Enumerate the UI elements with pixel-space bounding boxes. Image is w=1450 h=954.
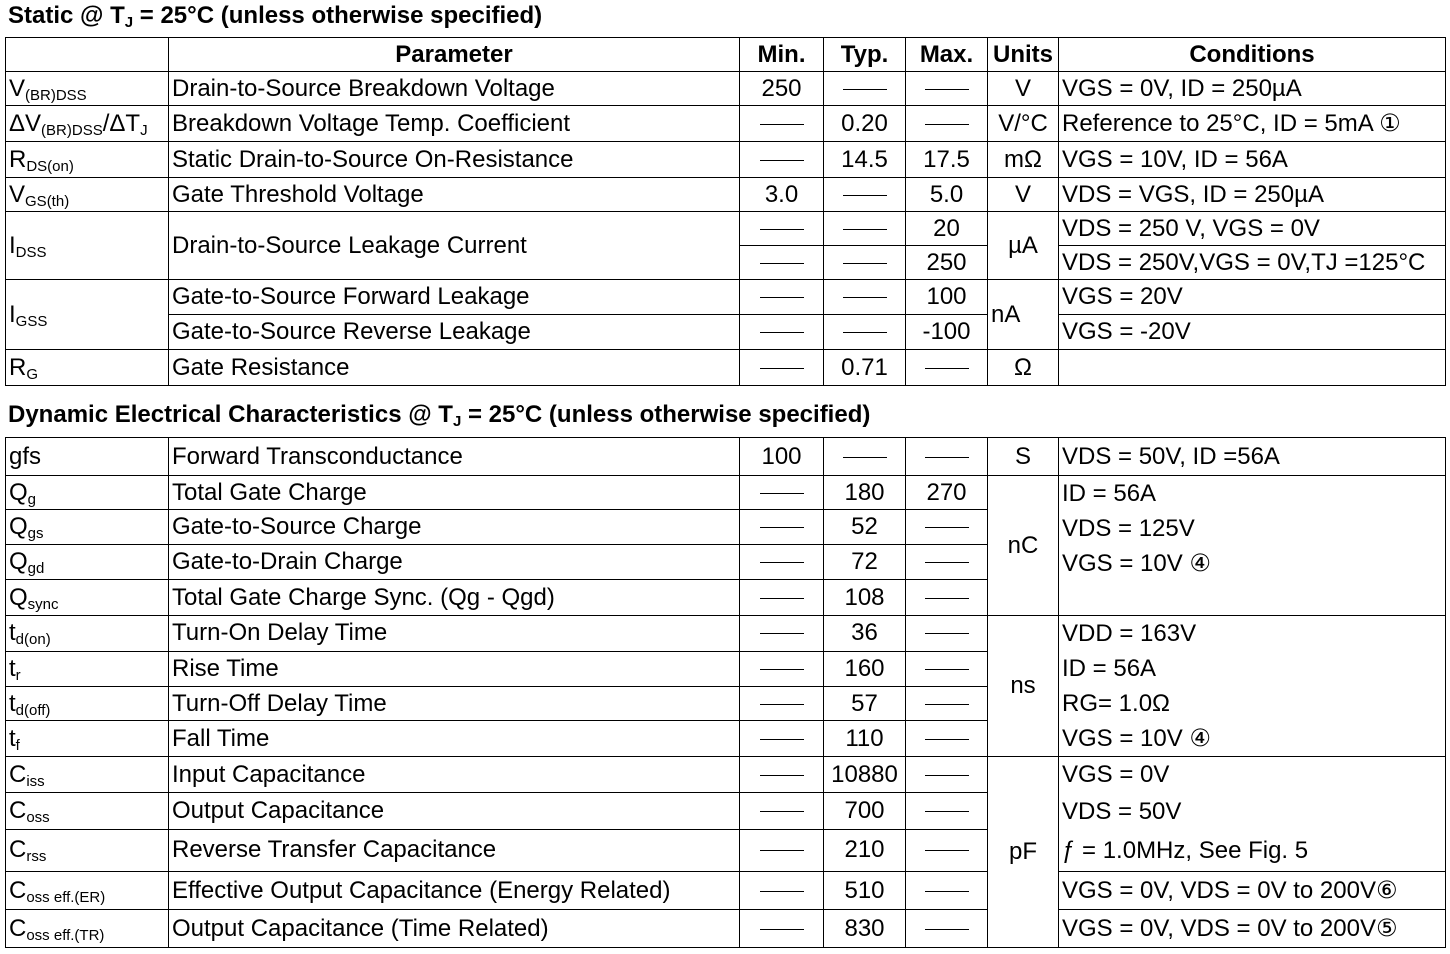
units-cell: nA xyxy=(988,280,1059,350)
dash-mark xyxy=(760,811,804,812)
symbol-text: R xyxy=(9,353,27,381)
min-cell xyxy=(740,476,824,510)
symbol-subscript: GSS xyxy=(15,312,48,330)
dash-mark xyxy=(843,195,887,196)
symbol-cell xyxy=(6,616,169,652)
symbol-text: R xyxy=(9,145,27,173)
symbol-subscript: g xyxy=(27,490,37,508)
symbol-subscript: d(on) xyxy=(15,631,51,649)
min-cell xyxy=(740,757,824,793)
symbol-cell xyxy=(6,510,169,545)
symbol-subscript: gd xyxy=(27,560,45,577)
header-max: Max. xyxy=(906,38,988,72)
header-typ: Typ. xyxy=(824,38,906,72)
symbol-text: t xyxy=(9,619,16,647)
parameter-cell: Input Capacitance xyxy=(169,757,740,793)
conditions-cell xyxy=(1059,616,1446,757)
symbol-subscript: d(off) xyxy=(15,701,51,719)
min-cell xyxy=(740,580,824,616)
parameter-cell: Turn-Off Delay Time xyxy=(169,687,740,721)
symbol-cell xyxy=(6,142,169,178)
table-row xyxy=(6,315,1446,350)
units-cell: µA xyxy=(988,212,1059,280)
typ-cell: 57 xyxy=(824,687,906,721)
max-cell: 20 xyxy=(906,212,988,246)
symbol-cell xyxy=(6,580,169,616)
table-row xyxy=(6,142,1446,178)
dash-mark xyxy=(760,633,804,634)
dash-mark xyxy=(843,89,887,90)
conditions-cell xyxy=(1059,350,1446,386)
typ-cell: 72 xyxy=(824,545,906,580)
max-cell xyxy=(906,616,988,652)
dash-mark xyxy=(925,850,969,851)
max-cell: 270 xyxy=(906,476,988,510)
table-row xyxy=(6,350,1446,386)
max-cell xyxy=(906,106,988,142)
dash-mark xyxy=(760,124,804,125)
min-cell: 100 xyxy=(740,438,824,476)
min-cell xyxy=(740,829,824,871)
dash-mark xyxy=(760,891,804,892)
min-cell xyxy=(740,910,824,948)
dash-mark xyxy=(925,124,969,125)
units-cell: nC xyxy=(988,476,1059,616)
symbol-subscript: iss xyxy=(26,772,45,790)
units-cell: pF xyxy=(988,757,1059,948)
symbol-subscript: sync xyxy=(27,595,59,613)
symbol-cell xyxy=(6,651,169,687)
min-cell xyxy=(740,687,824,721)
symbol-cell xyxy=(6,910,169,948)
condition-line: VGS = 0V xyxy=(1062,761,1170,788)
table-row xyxy=(6,476,1446,510)
typ-cell: 108 xyxy=(824,580,906,616)
dash-mark xyxy=(760,850,804,851)
conditions-cell: Reference to 25°C, ID = 5mA ① xyxy=(1059,106,1446,142)
dash-mark xyxy=(760,527,804,528)
symbol-text: I xyxy=(9,300,16,328)
typ-cell: 52 xyxy=(824,510,906,545)
units-cell: V/°C xyxy=(988,106,1059,142)
max-cell xyxy=(906,651,988,687)
max-cell: 100 xyxy=(906,280,988,315)
parameter-cell: Gate-to-Source Charge xyxy=(169,510,740,545)
parameter-cell: Gate Threshold Voltage xyxy=(169,178,740,212)
conditions-cell: VGS = 10V, ID = 56A xyxy=(1059,142,1446,178)
table-row xyxy=(6,616,1446,652)
dash-mark xyxy=(925,527,969,528)
parameter-cell: Breakdown Voltage Temp. Coefficient xyxy=(169,106,740,142)
dash-mark xyxy=(925,739,969,740)
dash-mark xyxy=(925,562,969,563)
dash-mark xyxy=(760,160,804,161)
symbol-subscript: DS(on) xyxy=(26,157,74,175)
symbol-cell xyxy=(6,280,169,350)
symbol-text: C xyxy=(9,796,27,824)
conditions-cell: VDS = 50V, ID =56A xyxy=(1059,438,1446,476)
condition-line: VDS = 50V xyxy=(1062,798,1182,825)
conditions-cell: VGS = 0V, VDS = 0V to 200V⑤ xyxy=(1059,910,1446,948)
typ-cell: 700 xyxy=(824,793,906,829)
dash-mark xyxy=(760,368,804,369)
dash-mark xyxy=(760,704,804,705)
symbol-text: t xyxy=(9,724,16,752)
dash-mark xyxy=(843,229,887,230)
symbol-text: I xyxy=(9,231,16,259)
max-cell xyxy=(906,545,988,580)
typ-cell xyxy=(824,72,906,106)
typ-cell: 510 xyxy=(824,872,906,910)
symbol-subscript: r xyxy=(15,666,21,684)
typ-cell xyxy=(824,212,906,246)
dash-mark xyxy=(760,929,804,930)
parameter-cell: Rise Time xyxy=(169,651,740,687)
symbol-text: C xyxy=(9,836,27,864)
parameter-cell: Gate Resistance xyxy=(169,350,740,386)
min-cell xyxy=(740,872,824,910)
typ-cell: 210 xyxy=(824,829,906,871)
dash-mark xyxy=(925,598,969,599)
parameter-cell: Gate-to-Source Forward Leakage xyxy=(169,280,740,315)
min-cell xyxy=(740,280,824,315)
min-cell xyxy=(740,545,824,580)
symbol-text: C xyxy=(9,876,27,904)
dash-mark xyxy=(843,263,887,264)
dash-mark xyxy=(760,669,804,670)
max-cell xyxy=(906,687,988,721)
min-cell xyxy=(740,616,824,652)
dash-mark xyxy=(925,89,969,90)
units-cell: V xyxy=(988,178,1059,212)
conditions-cell: VDS = 250 V, VGS = 0V xyxy=(1059,212,1446,246)
parameter-cell: Effective Output Capacitance (Energy Related) xyxy=(169,872,740,910)
symbol-subscript: J xyxy=(140,121,148,139)
dash-mark xyxy=(760,775,804,776)
conditions-cell xyxy=(1059,476,1446,616)
max-cell xyxy=(906,721,988,757)
dash-mark xyxy=(925,929,969,930)
header-min: Min. xyxy=(740,38,824,72)
symbol-text: ΔV xyxy=(9,109,42,137)
symbol-subscript: oss xyxy=(26,808,50,826)
conditions-cell: VDS = VGS, ID = 250µA xyxy=(1059,178,1446,212)
parameter-cell: Drain-to-Source Breakdown Voltage xyxy=(169,72,740,106)
max-cell xyxy=(906,510,988,545)
symbol-cell xyxy=(6,106,169,142)
max-cell: -100 xyxy=(906,315,988,350)
symbol-subscript: f xyxy=(15,736,20,754)
parameter-cell: Gate-to-Drain Charge xyxy=(169,545,740,580)
typ-cell xyxy=(824,315,906,350)
table-header-row xyxy=(6,38,1446,72)
parameter-cell: Static Drain-to-Source On-Resistance xyxy=(169,142,740,178)
parameter-cell: Total Gate Charge xyxy=(169,476,740,510)
max-cell xyxy=(906,438,988,476)
table-row xyxy=(6,910,1446,948)
dynamic-characteristics-table xyxy=(5,437,1446,948)
dash-mark xyxy=(925,704,969,705)
table-row xyxy=(6,280,1446,315)
condition-line: VGS = 10V ④ xyxy=(1062,725,1211,752)
symbol-subscript: oss eff.(TR) xyxy=(26,926,105,944)
header-units: Units xyxy=(988,38,1059,72)
symbol-cell xyxy=(6,350,169,386)
symbol-cell xyxy=(6,72,169,106)
max-cell xyxy=(906,910,988,948)
min-cell: 250 xyxy=(740,72,824,106)
condition-line: VDD = 163V xyxy=(1062,620,1197,647)
dash-mark xyxy=(760,263,804,264)
dash-mark xyxy=(925,891,969,892)
symbol-cell xyxy=(6,687,169,721)
typ-cell: 0.71 xyxy=(824,350,906,386)
parameter-cell: Output Capacitance (Time Related) xyxy=(169,910,740,948)
dash-mark xyxy=(760,562,804,563)
max-cell xyxy=(906,350,988,386)
condition-line: RG= 1.0Ω xyxy=(1062,690,1170,717)
max-cell: 250 xyxy=(906,246,988,280)
min-cell xyxy=(740,721,824,757)
dash-mark xyxy=(760,598,804,599)
table-row xyxy=(6,438,1446,476)
min-cell xyxy=(740,651,824,687)
max-cell xyxy=(906,580,988,616)
dynamic-section-title: Dynamic Electrical Characteristics @ $T_J = 25^\circ C$ (unless otherwise specified) xyxy=(8,401,871,430)
dash-mark xyxy=(843,457,887,458)
conditions-cell: VGS = -20V xyxy=(1059,315,1446,350)
dash-mark xyxy=(925,669,969,670)
max-cell xyxy=(906,72,988,106)
typ-cell: 14.5 xyxy=(824,142,906,178)
symbol-text: V xyxy=(9,74,26,102)
static-characteristics-table xyxy=(5,37,1446,386)
dash-mark xyxy=(760,739,804,740)
min-cell xyxy=(740,510,824,545)
dash-mark xyxy=(843,297,887,298)
symbol-cell xyxy=(6,438,169,476)
parameter-cell: Gate-to-Source Reverse Leakage xyxy=(169,315,740,350)
units-cell: ns xyxy=(988,616,1059,757)
condition-line: ID = 56A xyxy=(1062,655,1157,682)
table-row xyxy=(6,178,1446,212)
min-cell: 3.0 xyxy=(740,178,824,212)
dash-mark xyxy=(760,297,804,298)
typ-cell: 180 xyxy=(824,476,906,510)
dash-mark xyxy=(760,493,804,494)
symbol-subscript: (BR)DSS xyxy=(25,86,87,104)
min-cell xyxy=(740,106,824,142)
parameter-cell: Output Capacitance xyxy=(169,793,740,829)
min-cell xyxy=(740,142,824,178)
symbol-subscript: rss xyxy=(26,848,47,866)
symbol-cell xyxy=(6,545,169,580)
symbol-text: C xyxy=(9,760,27,788)
symbol-text: Q xyxy=(9,513,28,540)
symbol-text: Q xyxy=(9,478,28,506)
typ-cell: 36 xyxy=(824,616,906,652)
dash-mark xyxy=(925,811,969,812)
header-parameter: Parameter xyxy=(169,38,740,72)
conditions-cell: VGS = 20V xyxy=(1059,280,1446,315)
symbol-text: V xyxy=(9,180,26,208)
min-cell xyxy=(740,350,824,386)
table-row xyxy=(6,757,1446,793)
symbol-subscript: oss eff.(ER) xyxy=(26,888,106,906)
symbol-text: Q xyxy=(9,583,28,611)
dash-mark xyxy=(760,332,804,333)
typ-cell xyxy=(824,280,906,315)
parameter-cell: Drain-to-Source Leakage Current xyxy=(169,212,740,280)
conditions-cell xyxy=(1059,757,1446,872)
min-cell xyxy=(740,212,824,246)
typ-cell: 160 xyxy=(824,651,906,687)
symbol-subscript: (BR)DSS xyxy=(41,121,103,139)
symbol-cell xyxy=(6,476,169,510)
dash-mark xyxy=(925,775,969,776)
symbol-text: t xyxy=(9,654,16,682)
condition-line: VGS = 10V ④ xyxy=(1062,550,1211,577)
max-cell xyxy=(906,829,988,871)
symbol-cell xyxy=(6,793,169,829)
parameter-cell: Reverse Transfer Capacitance xyxy=(169,829,740,871)
parameter-cell: Forward Transconductance xyxy=(169,438,740,476)
typ-cell xyxy=(824,438,906,476)
symbol-subscript: DSS xyxy=(15,243,47,261)
table-row xyxy=(6,106,1446,142)
header-symbol xyxy=(6,38,169,72)
min-cell xyxy=(740,315,824,350)
condition-line: ƒ = 1.0MHz, See Fig. 5 xyxy=(1062,837,1309,864)
symbol-cell xyxy=(6,829,169,871)
units-cell: V xyxy=(988,72,1059,106)
dash-mark xyxy=(925,368,969,369)
dash-mark xyxy=(925,457,969,458)
symbol-cell xyxy=(6,757,169,793)
typ-cell xyxy=(824,246,906,280)
conditions-cell: VGS = 0V, ID = 250µA xyxy=(1059,72,1446,106)
symbol-subscript: GS(th) xyxy=(25,192,70,210)
conditions-cell: VGS = 0V, VDS = 0V to 200V⑥ xyxy=(1059,872,1446,910)
symbol-text: gfs xyxy=(9,442,42,470)
table-row xyxy=(6,872,1446,910)
symbol-text: Q xyxy=(9,548,28,575)
condition-line: ID = 56A xyxy=(1062,480,1157,507)
symbol-cell xyxy=(6,212,169,280)
symbol-text: t xyxy=(9,689,16,717)
dash-mark xyxy=(843,332,887,333)
parameter-cell: Turn-On Delay Time xyxy=(169,616,740,652)
parameter-cell: Fall Time xyxy=(169,721,740,757)
units-cell: S xyxy=(988,438,1059,476)
symbol-cell xyxy=(6,721,169,757)
table-row xyxy=(6,72,1446,106)
min-cell xyxy=(740,793,824,829)
max-cell xyxy=(906,793,988,829)
parameter-cell: Total Gate Charge Sync. (Qg - Qgd) xyxy=(169,580,740,616)
max-cell xyxy=(906,757,988,793)
min-cell xyxy=(740,246,824,280)
static-section-title: Static @ $T_J = 25^\circ C$ (unless otherwise specified) xyxy=(8,2,543,31)
dash-mark xyxy=(760,229,804,230)
typ-cell: 110 xyxy=(824,721,906,757)
symbol-text: C xyxy=(9,914,27,942)
max-cell: 5.0 xyxy=(906,178,988,212)
symbol-subscript: gs xyxy=(27,525,44,542)
max-cell xyxy=(906,872,988,910)
symbol-subscript: G xyxy=(26,365,39,383)
typ-cell xyxy=(824,178,906,212)
units-cell: mΩ xyxy=(988,142,1059,178)
symbol-cell xyxy=(6,178,169,212)
table-row xyxy=(6,212,1446,246)
header-conditions: Conditions xyxy=(1059,38,1446,72)
max-cell: 17.5 xyxy=(906,142,988,178)
typ-cell: 830 xyxy=(824,910,906,948)
dash-mark xyxy=(925,633,969,634)
typ-cell: 10880 xyxy=(824,757,906,793)
condition-line: VDS = 125V xyxy=(1062,515,1195,542)
typ-cell: 0.20 xyxy=(824,106,906,142)
symbol-text: /ΔT xyxy=(102,109,141,137)
units-cell: Ω xyxy=(988,350,1059,386)
symbol-cell xyxy=(6,872,169,910)
conditions-cell: VDS = 250V,VGS = 0V,TJ =125°C xyxy=(1059,246,1446,280)
